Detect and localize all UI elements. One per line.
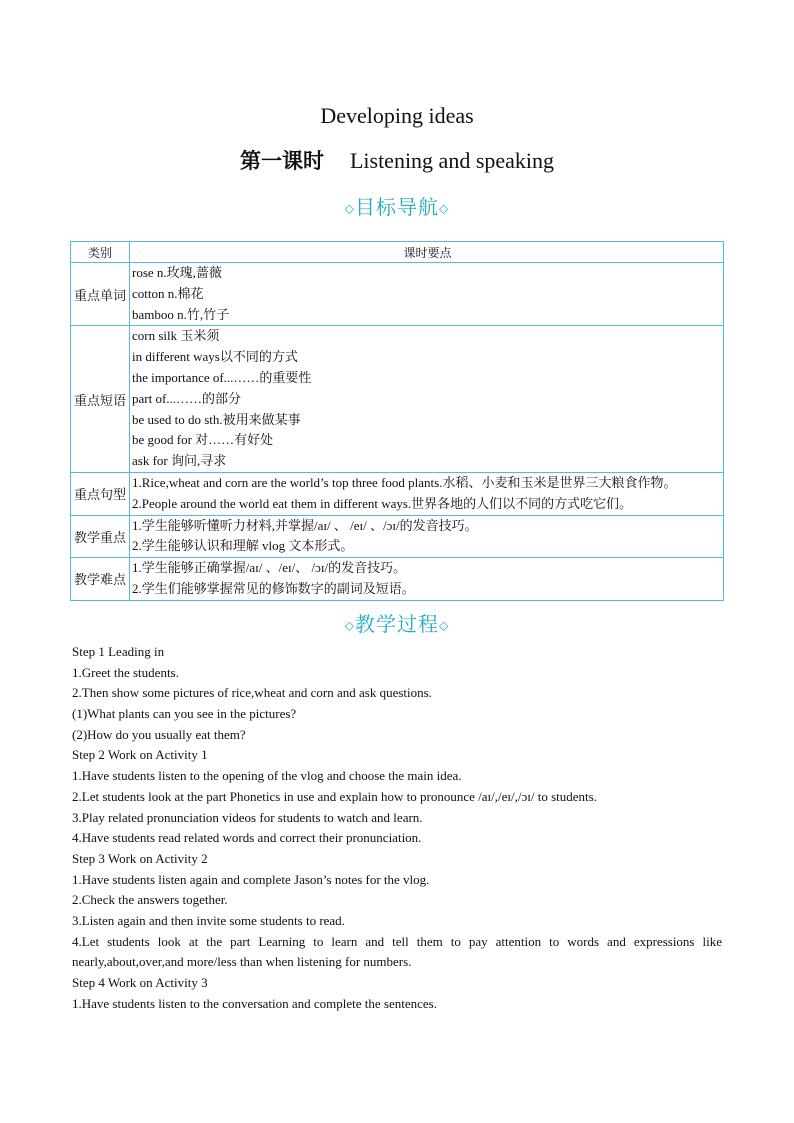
content-line: corn silk 玉米须 bbox=[132, 328, 220, 344]
row-category: 教学重点 bbox=[71, 515, 130, 558]
content-line: 1.学生能够听懂听力材料,并掌握/aɪ/ 、 /eɪ/ 、/ɔɪ/的发音技巧。 bbox=[132, 517, 478, 533]
content-line: 2.People around the world eat them in different ways.世界各地的人们以不同的方式吃它们。 bbox=[132, 495, 633, 511]
lesson-number: 第一课时 bbox=[239, 149, 324, 173]
content-line: in different ways以不同的方式 bbox=[132, 349, 298, 365]
process-line: Step 4 Work on Activity 3 bbox=[72, 975, 208, 991]
process-line: 2.Then show some pictures of rice,wheat and corn and ask questions. bbox=[72, 685, 432, 701]
section-title: 目标导航 bbox=[355, 195, 439, 219]
page-title: Developing ideas bbox=[320, 103, 474, 128]
process-line: 4.Let students look at the part Learning to learn and tell them to pay attention to words and expressions like nearly,about,over,and more/less than when listening for numbers. bbox=[72, 933, 722, 970]
row-content bbox=[130, 558, 724, 601]
column-header-category: 类别 bbox=[71, 242, 130, 263]
table-header-row bbox=[71, 242, 724, 263]
content-line: be good for 对……有好处 bbox=[132, 432, 274, 448]
row-content bbox=[130, 472, 724, 515]
lesson-topic: Listening and speaking bbox=[349, 148, 555, 173]
section-heading-process bbox=[0, 608, 794, 637]
row-category: 重点句型 bbox=[71, 472, 130, 515]
content-line: 2.学生能够认识和理解 vlog 文本形式。 bbox=[132, 538, 354, 554]
process-line: 3.Play related pronunciation videos for students to watch and learn. bbox=[72, 809, 423, 825]
process-line: 2.Check the answers together. bbox=[72, 892, 228, 908]
diamond-icon: ◇ bbox=[344, 618, 355, 633]
table-row bbox=[71, 326, 724, 473]
teaching-process bbox=[72, 642, 722, 1014]
process-line: 1.Have students listen to the conversation and complete the sentences. bbox=[72, 995, 437, 1011]
row-category: 教学难点 bbox=[71, 558, 130, 601]
content-line: rose n.玫瑰,蔷薇 bbox=[132, 265, 222, 280]
process-line: Step 2 Work on Activity 1 bbox=[72, 747, 208, 763]
content-line: bamboo n.竹,竹子 bbox=[132, 306, 230, 322]
table-row bbox=[71, 472, 724, 515]
table-row bbox=[71, 558, 724, 601]
process-line: (2)How do you usually eat them? bbox=[72, 726, 246, 742]
column-header-points: 课时要点 bbox=[130, 242, 724, 263]
process-line: 1.Have students listen again and complete Jason’s notes for the vlog. bbox=[72, 871, 430, 887]
row-category: 重点短语 bbox=[71, 326, 130, 473]
row-category: 重点单词 bbox=[71, 263, 130, 326]
process-line: 2.Let students look at the part Phonetics in use and explain how to pronounce /aɪ/,/eɪ/,/ɔɪ/ to students. bbox=[72, 788, 597, 804]
process-line: Step 3 Work on Activity 2 bbox=[72, 850, 208, 866]
process-line: Step 1 Leading in bbox=[72, 644, 165, 659]
diamond-icon: ◇ bbox=[439, 618, 450, 633]
process-line: 3.Listen again and then invite some students to read. bbox=[72, 912, 345, 928]
row-content bbox=[130, 515, 724, 558]
content-line: 1.Rice,wheat and corn are the world’s top three food plants.水稻、小麦和玉米是世界三大粮食作物。 bbox=[132, 474, 677, 490]
section-heading-goals bbox=[0, 191, 794, 220]
content-line: 2.学生们能够掌握常见的修饰数字的副词及短语。 bbox=[132, 580, 415, 596]
process-line: (1)What plants can you see in the pictures? bbox=[72, 706, 297, 722]
table-row bbox=[71, 515, 724, 558]
lesson-points-table bbox=[70, 241, 724, 601]
row-content bbox=[130, 263, 724, 326]
content-line: part of...……的部分 bbox=[132, 390, 242, 406]
process-line: 1.Have students listen to the opening of the vlog and choose the main idea. bbox=[72, 768, 462, 784]
process-line: 1.Greet the students. bbox=[72, 664, 179, 680]
content-line: ask for 询问,寻求 bbox=[132, 453, 227, 469]
diamond-icon: ◇ bbox=[344, 201, 355, 216]
row-content bbox=[130, 326, 724, 473]
process-line: 4.Have students read related words and correct their pronunciation. bbox=[72, 830, 422, 846]
content-line: cotton n.棉花 bbox=[132, 285, 204, 301]
section-title: 教学过程 bbox=[355, 612, 439, 636]
content-line: 1.学生能够正确掌握/aɪ/ 、/eɪ/、 /ɔɪ/的发音技巧。 bbox=[132, 560, 407, 576]
lesson-subtitle bbox=[0, 145, 794, 175]
diamond-icon: ◇ bbox=[439, 201, 450, 216]
content-line: the importance of...……的重要性 bbox=[132, 369, 312, 385]
content-line: be used to do sth.被用来做某事 bbox=[132, 411, 301, 427]
table-row bbox=[71, 263, 724, 326]
